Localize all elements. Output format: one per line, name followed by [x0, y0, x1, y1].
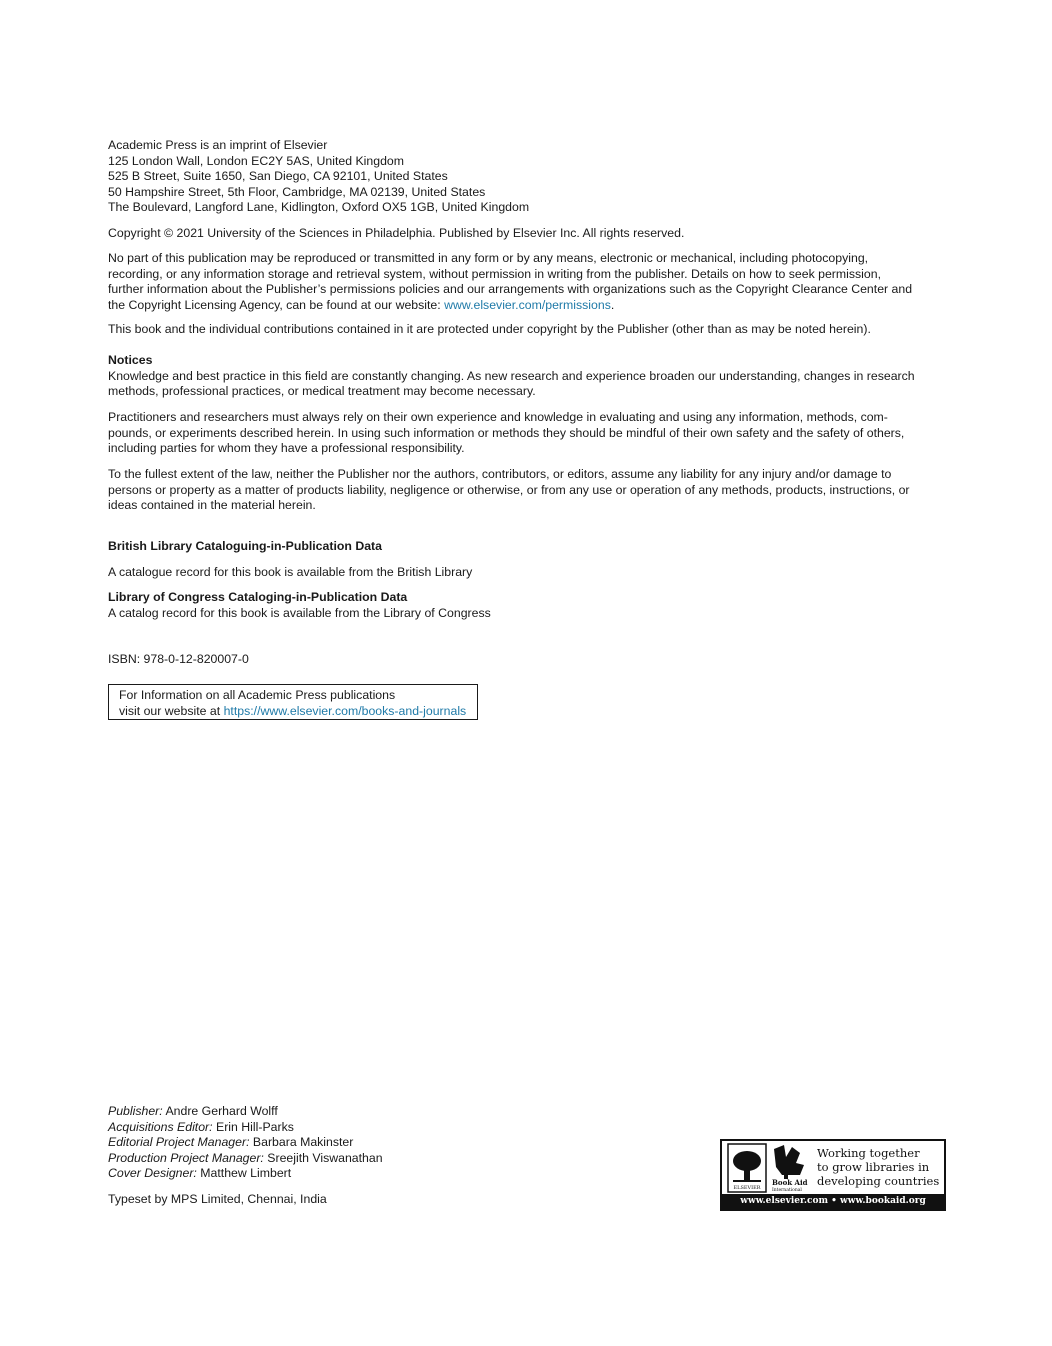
imprint-line: Academic Press is an imprint of Elsevier — [108, 138, 328, 152]
book-aid-badge-top — [722, 1141, 944, 1194]
credit-publisher — [108, 1104, 948, 1120]
notices-para2-line: including parties for whom they have a professional responsibility. — [108, 441, 465, 455]
notices-section — [108, 353, 948, 400]
book-aid-logo-text: Book Aid — [772, 1178, 808, 1187]
notices-para2-line: pounds, or experiments described herein. In using such information or methods they should be mindful of their own safety and the safety of others, — [108, 425, 905, 440]
notices-para2-line: Practitioners and researchers must always rely on their own experience and knowledge in evaluating and using any information, methods, com- — [108, 410, 888, 424]
credit-role: Acquisitions Editor: — [108, 1119, 213, 1134]
book-aid-badge — [720, 1139, 946, 1211]
notices-paragraph-3 — [108, 467, 948, 514]
book-aid-international-icon — [770, 1143, 812, 1193]
british-library-heading: British Library Cataloguing-in-Publication Data — [108, 539, 382, 553]
credit-role: Production Project Manager: — [108, 1150, 264, 1165]
british-library-text: A catalogue record for this book is available from the British Library — [108, 565, 473, 579]
copyright-page — [108, 0, 948, 1346]
notices-para3-line: To the fullest extent of the law, neither the Publisher nor the authors, contributors, or editors, assume any liability for any injury and/or damage to — [108, 467, 892, 481]
elsevier-logo-text: ELSEVIER — [733, 1185, 761, 1191]
permissions-line-text: the Copyright Licensing Agency, can be found at our website: — [108, 297, 445, 312]
notices-para3-line: ideas contained in the material herein. — [108, 498, 316, 512]
permissions-line-last — [108, 298, 948, 314]
copyright-text: Copyright © 2021 University of the Sciences in Philadelphia. Published by Elsevier Inc. All rights reserved. — [108, 226, 685, 240]
notices-para1-line: Knowledge and best practice in this field are constantly changing. As new research and experience broaden our understanding, changes in research — [108, 368, 915, 383]
credit-name: Barbara Makinster — [252, 1135, 354, 1149]
protection-paragraph — [108, 322, 948, 338]
isbn: ISBN: 978-0-12-820007-0 — [108, 652, 249, 666]
permissions-paragraph — [108, 251, 948, 313]
tagline-line: to grow libraries in — [817, 1160, 930, 1174]
credit-role: Cover Designer: — [108, 1166, 197, 1180]
permissions-line: No part of this publication may be reproduced or transmitted in any form or by any means, electronic or mechanical, including photocopying, — [108, 251, 869, 265]
permissions-link[interactable]: www.elsevier.com/permissions — [444, 297, 611, 312]
notices-para1-line: methods, professional practices, or medical treatment may become necessary. — [108, 384, 536, 398]
protection-text: This book and the individual contributions contained in it are protected under copyright by the Publisher (other than as may be noted herein). — [108, 322, 871, 336]
address-line: 50 Hampshire Street, 5th Floor, Cambridge, MA 02139, United States — [108, 184, 486, 199]
british-library-heading-block — [108, 539, 948, 555]
permissions-line: recording, or any information storage and retrieval system, without permission in writing from the publisher. Details on how to seek permission, — [108, 266, 882, 281]
book-aid-tagline — [817, 1146, 942, 1188]
international-logo-text: International — [772, 1188, 802, 1193]
credit-name: Andre Gerhard Wolff — [165, 1104, 278, 1118]
info-box — [108, 684, 478, 720]
typeset-text: Typeset by MPS Limited, Chennai, India — [108, 1192, 327, 1206]
address-line: 525 B Street, Suite 1650, San Diego, CA 92101, United States — [108, 169, 448, 183]
credit-name: Erin Hill-Parks — [216, 1119, 294, 1134]
tagline-line: developing countries — [817, 1174, 940, 1188]
address-line: The Boulevard, Langford Lane, Kidlington, Oxford OX5 1GB, United Kingdom — [108, 200, 530, 214]
credit-name: Matthew Limbert — [200, 1166, 292, 1180]
credit-role: Editorial Project Manager: — [108, 1135, 250, 1149]
address-line: 125 London Wall, London EC2Y 5AS, United Kingdom — [108, 153, 405, 168]
credit-acquisitions-editor — [108, 1120, 948, 1136]
copyright-statement — [108, 226, 948, 242]
tagline-line: Working together — [817, 1146, 920, 1160]
notices-para3-line: persons or property as a matter of products liability, negligence or otherwise, or from any use or operation of any methods, products, instructions, or — [108, 482, 910, 497]
permissions-period: . — [610, 297, 615, 312]
library-of-congress-heading: Library of Congress Cataloging-in-Publication Data — [108, 590, 408, 604]
british-library-text-block — [108, 565, 948, 581]
credit-role: Publisher: — [108, 1104, 163, 1118]
credit-name: Sreejith Viswanathan — [267, 1150, 383, 1165]
notices-paragraph-2 — [108, 410, 948, 457]
imprint-block — [108, 138, 948, 216]
elsevier-tree-icon — [727, 1143, 767, 1193]
isbn-block — [108, 652, 948, 668]
info-box-line2 — [119, 704, 477, 720]
books-and-journals-link[interactable]: https://www.elsevier.com/books-and-journals — [223, 703, 467, 718]
library-of-congress-block — [108, 590, 948, 621]
info-box-prefix: visit our website at — [119, 703, 224, 718]
book-aid-footer: www.elsevier.com • www.bookaid.org — [722, 1194, 944, 1209]
permissions-line: further information about the Publisher’s permissions policies and our arrangements with organizations such as the Copyright Clearance Center and — [108, 282, 913, 296]
notices-heading: Notices — [108, 353, 153, 367]
info-box-line1: For Information on all Academic Press publications — [119, 688, 396, 702]
library-of-congress-text: A catalog record for this book is available from the Library of Congress — [108, 605, 491, 620]
